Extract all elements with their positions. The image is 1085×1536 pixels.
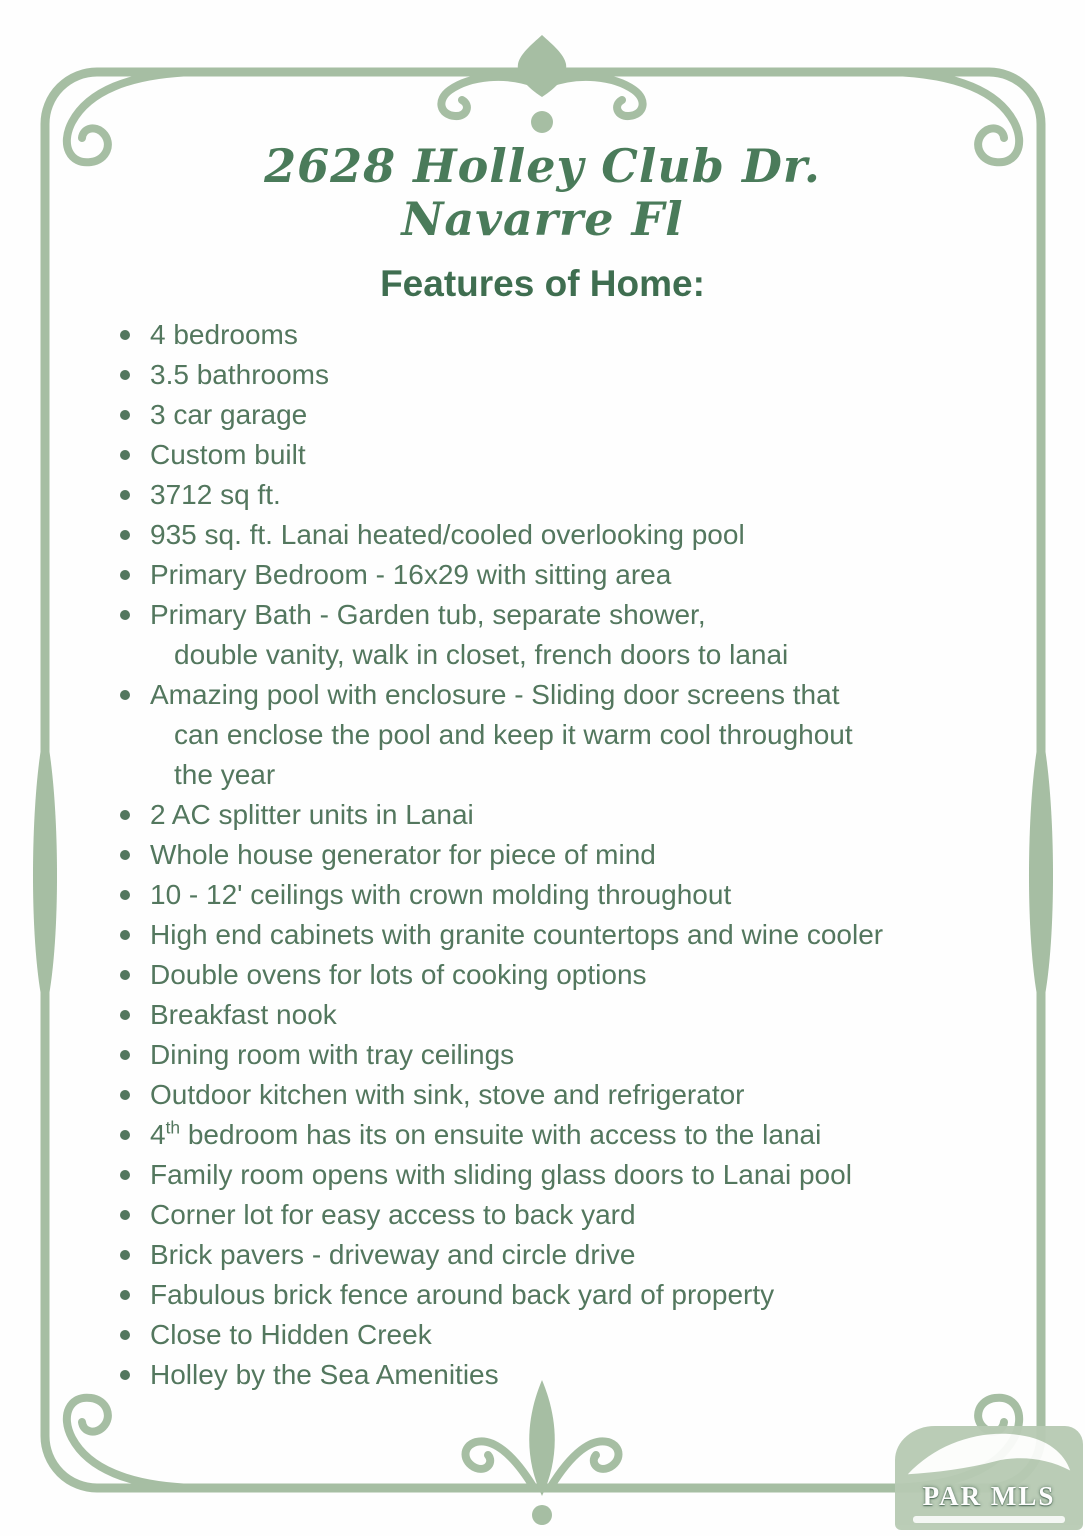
watermark-caption-bar [913,1516,1065,1523]
city-line: Navarre Fl [401,192,684,247]
bullet-icon [120,930,130,940]
feature-text: 3.5 bathrooms [150,358,329,390]
feature-text: Close to Hidden Creek [150,1318,432,1350]
feature-item [110,1035,1035,1075]
feature-item [110,1315,1035,1355]
feature-item [110,515,1035,555]
features-list [0,315,1085,1395]
feature-item [110,1195,1035,1235]
feature-text: 3 car garage [150,398,308,430]
bullet-icon [120,890,130,900]
feature-text: 4th bedroom has its on ensuite with access to the lanai [150,1117,822,1150]
feature-item [110,355,1035,395]
feature-text: Corner lot for easy access to back yard [150,1198,636,1230]
feature-item [110,315,1035,355]
bullet-icon [120,410,130,420]
bullet-icon [120,1050,130,1060]
feature-text: Family room opens with sliding glass doors to Lanai pool [150,1158,852,1190]
bullet-icon [120,1290,130,1300]
feature-text: Holley by the Sea Amenities [150,1358,499,1390]
feature-item [110,915,1035,955]
feature-text: Primary Bath - Garden tub, separate shower, [150,598,706,630]
bullet-icon [120,530,130,540]
feature-item [110,595,1035,675]
watermark-label: PAR MLS [922,1481,1056,1511]
feature-item [110,795,1035,835]
bullet-icon [120,330,130,340]
bullet-icon [120,810,130,820]
bullet-icon [120,1170,130,1180]
feature-item [110,395,1035,435]
page-title [0,140,1085,247]
feature-text: Amazing pool with enclosure - Sliding door screens that [150,678,840,710]
feature-item [110,675,1035,795]
feature-item [110,475,1035,515]
feature-text: Custom built [150,438,306,470]
bullet-icon [120,850,130,860]
feature-text: High end cabinets with granite countertops and wine cooler [150,918,884,950]
feature-text-continued: double vanity, walk in closet, french doors to lanai [174,638,789,670]
feature-item [110,1155,1035,1195]
feature-item [110,1355,1035,1395]
bullet-icon [120,690,130,700]
feature-item [110,1235,1035,1275]
feature-item [110,875,1035,915]
bullet-icon [120,490,130,500]
feature-text: 10 - 12' ceilings with crown molding throughout [150,878,732,910]
feature-text: 935 sq. ft. Lanai heated/cooled overlooking pool [150,518,745,550]
bullet-icon [120,970,130,980]
bullet-icon [120,1330,130,1340]
bullet-icon [120,1250,130,1260]
bullet-icon [120,610,130,620]
bullet-icon [120,1130,130,1140]
feature-text: 2 AC splitter units in Lanai [150,798,474,830]
bullet-icon [120,1370,130,1380]
feature-item [110,555,1035,595]
watermark-logo [895,1426,1083,1530]
feature-item [110,435,1035,475]
bullet-icon [120,1090,130,1100]
feature-text: Outdoor kitchen with sink, stove and refrigerator [150,1078,745,1110]
feature-text: Fabulous brick fence around back yard of property [150,1278,775,1310]
feature-text: Whole house generator for piece of mind [150,838,656,870]
feature-item [110,995,1035,1035]
feature-text: Dining room with tray ceilings [150,1038,515,1070]
feature-text: 3712 sq ft. [150,478,281,510]
feature-text: 4 bedrooms [150,318,298,350]
feature-text: Breakfast nook [150,998,337,1030]
feature-text: Primary Bedroom - 16x29 with sitting area [150,558,672,590]
feature-item [110,1075,1035,1115]
feature-item [110,1115,1035,1155]
feature-text-continued: can enclose the pool and keep it warm cool throughout [174,718,853,750]
feature-item [110,835,1035,875]
feature-item [110,1275,1035,1315]
bullet-icon [120,370,130,380]
feature-text: Brick pavers - driveway and circle drive [150,1238,636,1270]
feature-text-continued: the year [174,758,276,790]
bird-icon [899,1422,1079,1478]
feature-text: Double ovens for lots of cooking options [150,958,647,990]
ordinal-suffix: th [165,1117,181,1138]
features-heading: Features of Home: [380,262,705,304]
bullet-icon [120,570,130,580]
bullet-icon [120,1010,130,1020]
bullet-icon [120,1210,130,1220]
address-line: 2628 Holley Club Dr. [264,139,821,193]
feature-item [110,955,1035,995]
bullet-icon [120,450,130,460]
